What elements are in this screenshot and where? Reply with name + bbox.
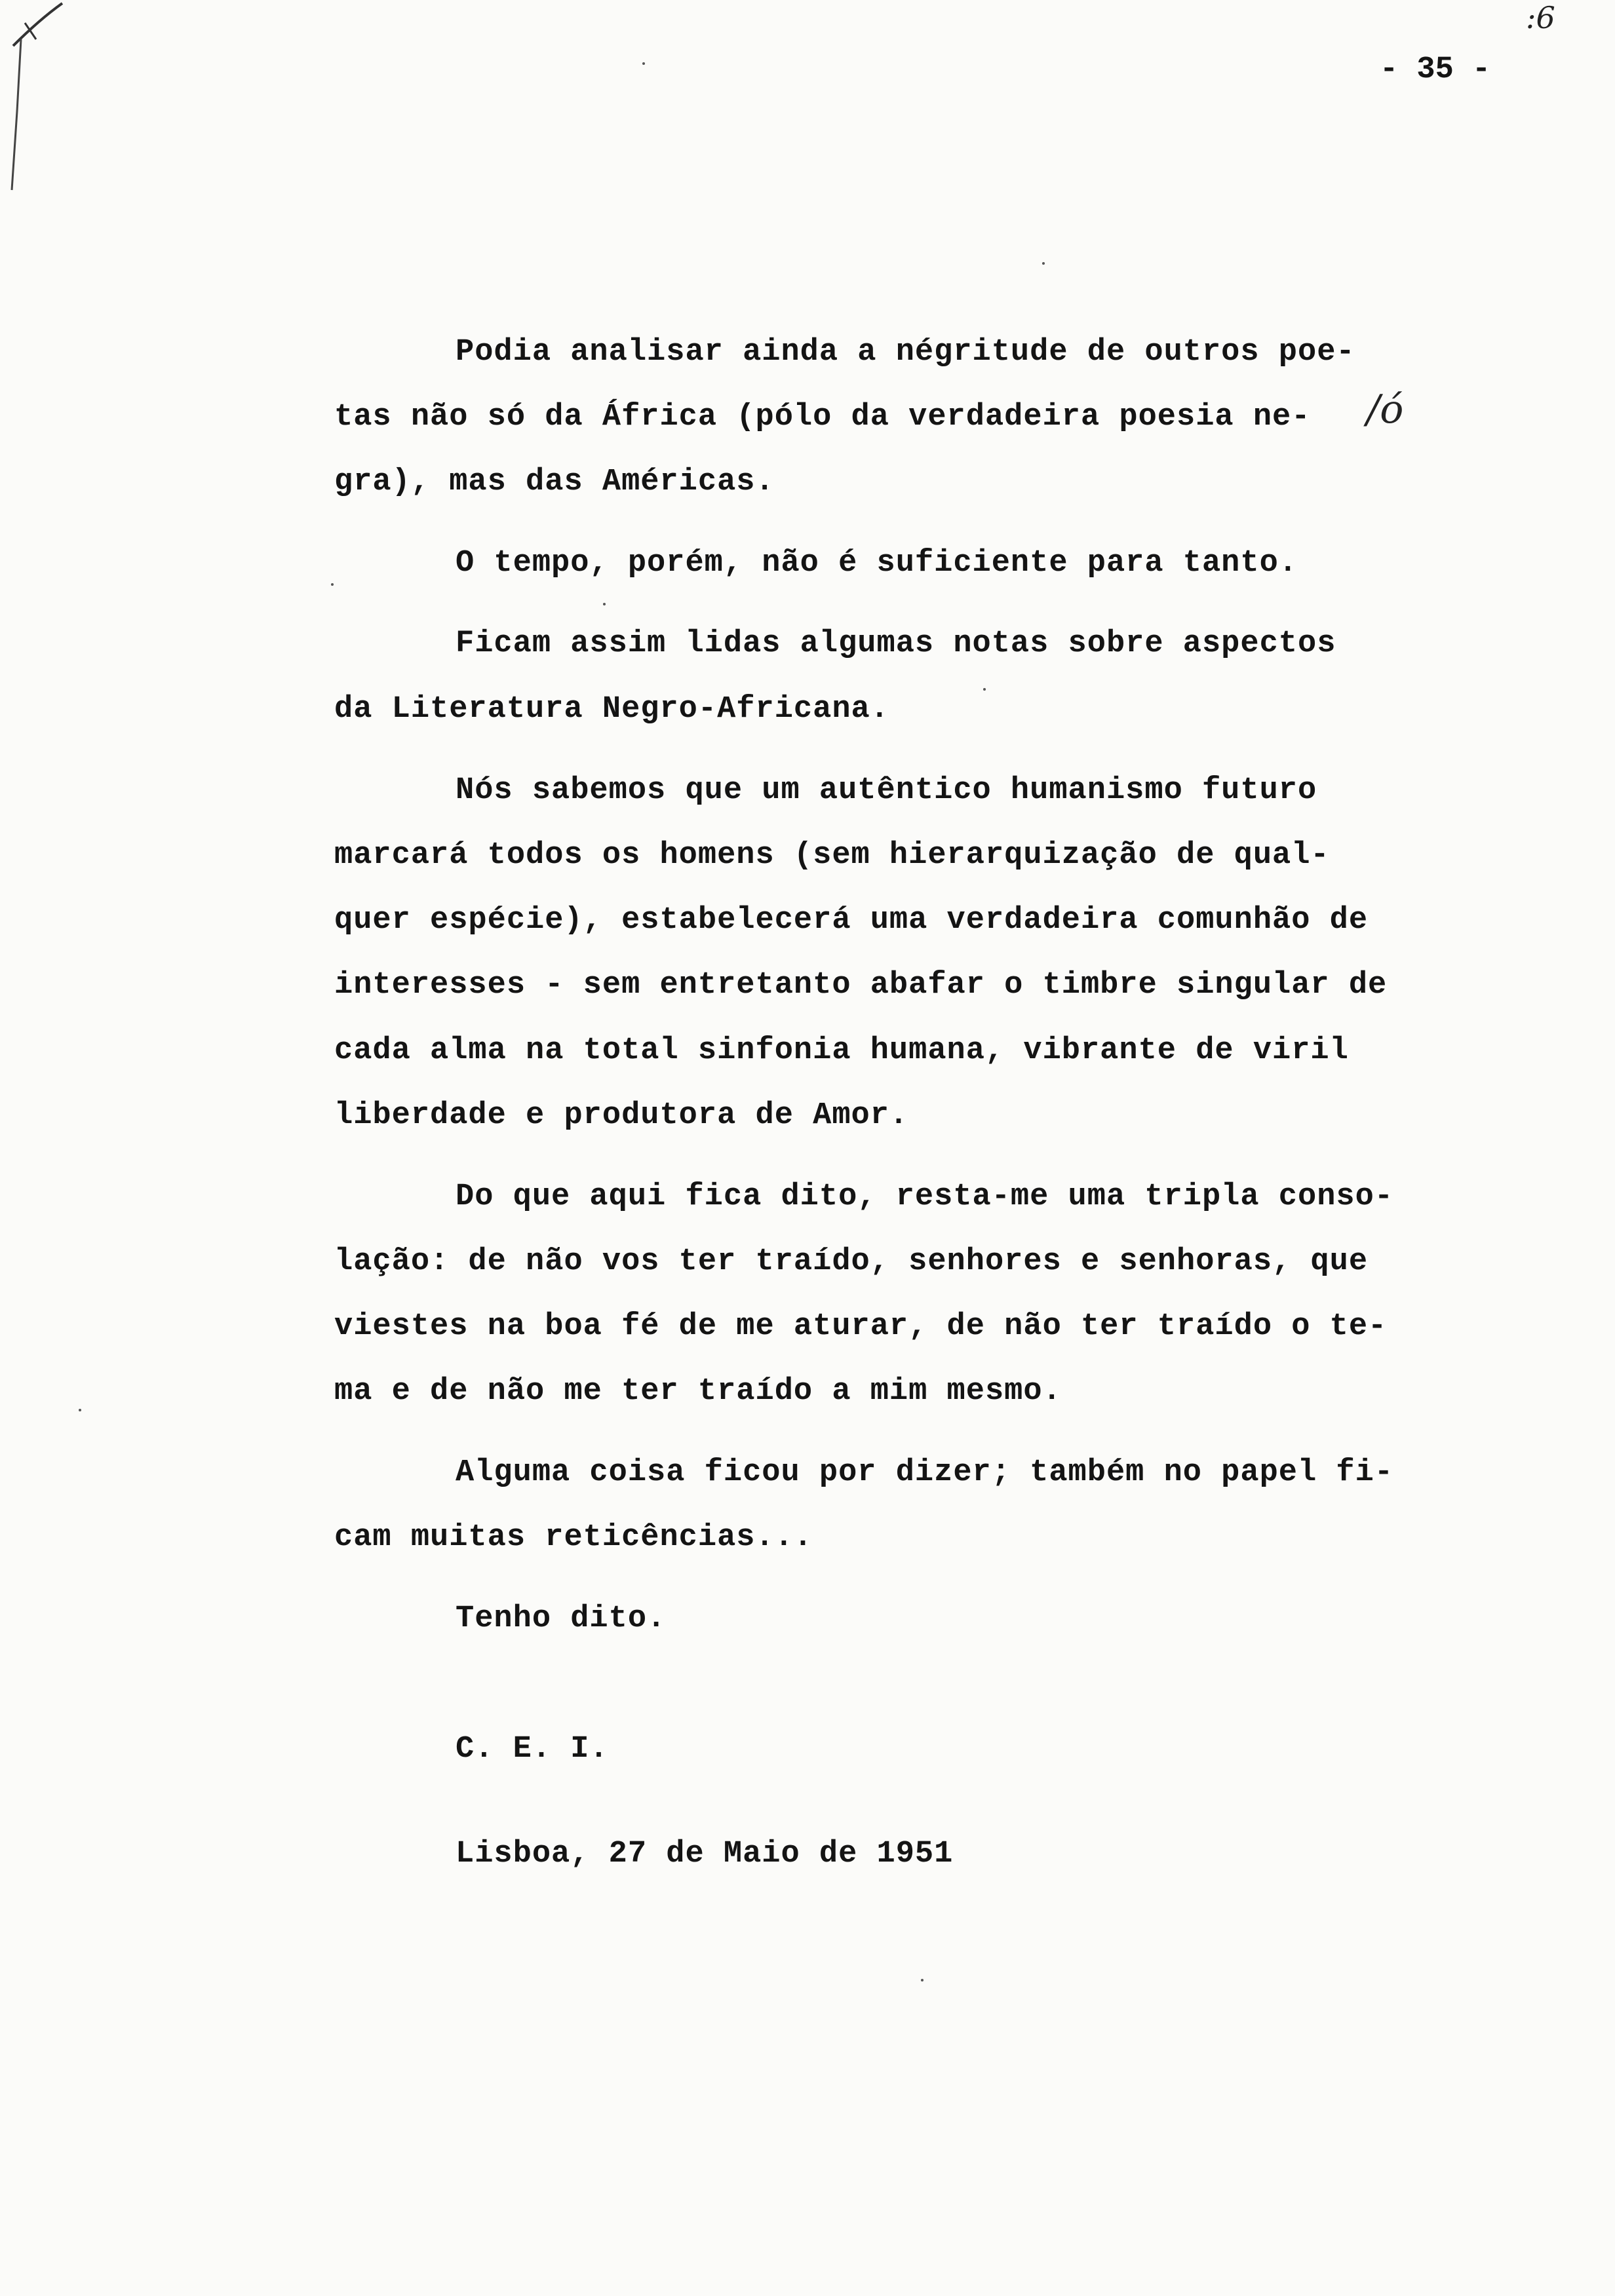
text-line-5: Ficam assim lidas algumas notas sobre aspectos xyxy=(456,626,1336,661)
text-line-14: lação: de não vos ter traído, senhores e senhoras, que xyxy=(334,1244,1369,1279)
scan-speck xyxy=(983,688,986,691)
text-line-12: liberdade e produtora de Amor. xyxy=(334,1098,909,1133)
scan-speck xyxy=(921,1979,924,1981)
corner-fold-mark xyxy=(0,0,92,210)
scan-speck xyxy=(1042,262,1045,265)
text-line-7: Nós sabemos que um autêntico humanismo futuro xyxy=(456,773,1317,808)
text-line-6: da Literatura Negro-Africana. xyxy=(334,692,889,727)
handwritten-page-mark: :6 xyxy=(1526,0,1555,35)
scan-speck xyxy=(642,62,645,65)
text-line-3: gra), mas das Américas. xyxy=(334,465,775,499)
place-and-date: Lisboa, 27 de Maio de 1951 xyxy=(456,1837,954,1871)
scan-speck xyxy=(603,603,606,605)
text-line-16: ma e de não me ter traído a mim mesmo. xyxy=(334,1374,1062,1409)
text-line-2: tas não só da África (pólo da verdadeira poesia ne- xyxy=(334,400,1311,434)
page-number: - 35 - xyxy=(1380,52,1491,87)
text-line-8: marcará todos os homens (sem hierarquização de qual- xyxy=(334,838,1330,873)
scan-speck xyxy=(79,1409,81,1411)
scan-speck xyxy=(331,583,334,586)
text-line-11: cada alma na total sinfonia humana, vibrante de viril xyxy=(334,1033,1349,1068)
text-line-9: quer espécie), estabelecerá uma verdadeira comunhão de xyxy=(334,903,1369,938)
text-line-10: interesses - sem entretanto abafar o timbre singular de xyxy=(334,968,1388,1003)
text-line-13: Do que aqui fica dito, resta-me uma tripla conso- xyxy=(456,1179,1394,1214)
text-line-4: O tempo, porém, não é suficiente para tanto. xyxy=(456,546,1298,581)
text-line-15: viestes na boa fé de me aturar, de não ter traído o te- xyxy=(334,1309,1388,1344)
handwritten-margin-note: /ó xyxy=(1367,387,1404,432)
text-line-18: cam muitas reticências... xyxy=(334,1520,813,1555)
signature-initials: C. E. I. xyxy=(456,1732,609,1767)
text-line-19: Tenho dito. xyxy=(456,1601,667,1636)
text-line-17: Alguma coisa ficou por dizer; também no papel fi- xyxy=(456,1455,1394,1490)
text-line-1: Podia analisar ainda a négritude de outros poe- xyxy=(456,335,1355,370)
